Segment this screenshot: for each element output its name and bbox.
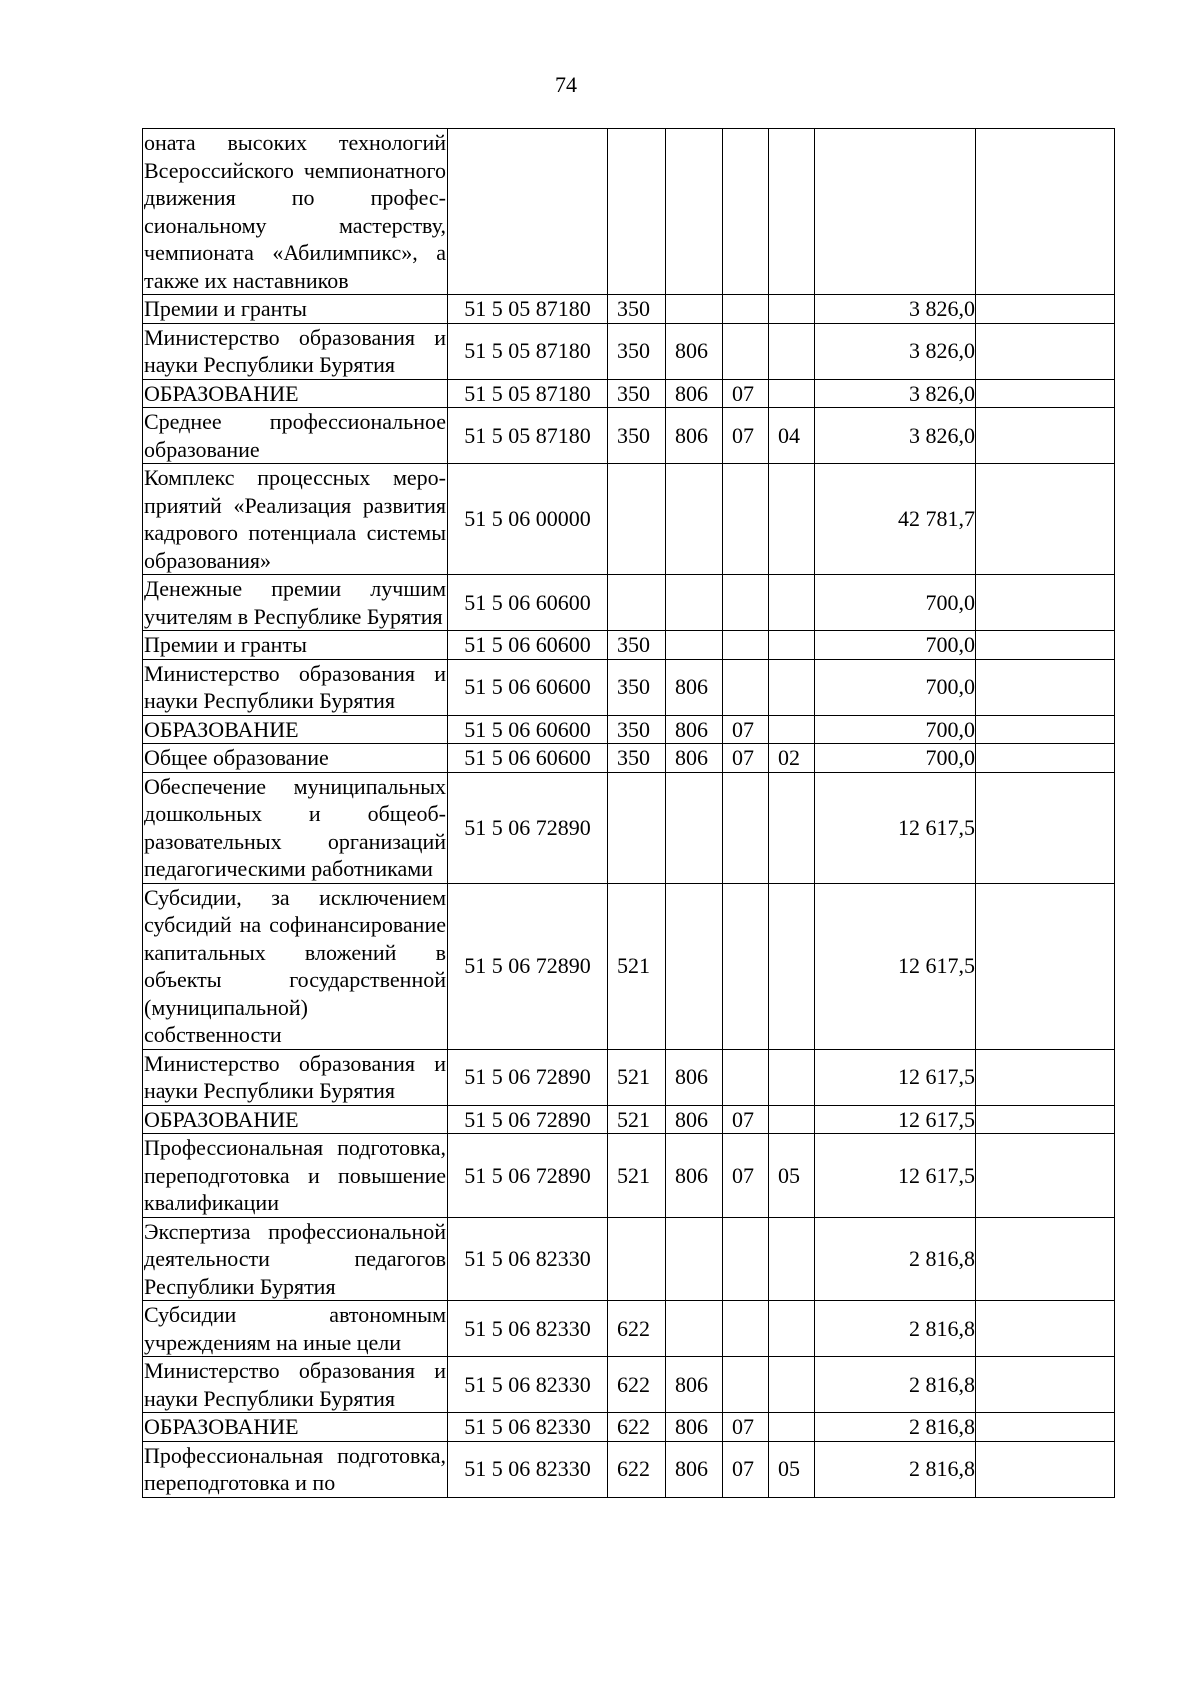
expense-type-cell: 521 xyxy=(608,1105,666,1134)
expense-type-cell: 622 xyxy=(608,1301,666,1357)
expense-type-cell: 350 xyxy=(608,408,666,464)
expense-type-cell xyxy=(608,772,666,883)
expense-type-cell: 521 xyxy=(608,1134,666,1218)
subsection-cell xyxy=(769,1217,815,1301)
row-name-cell: Денежные премии лучшим учителям в Республике Бурятия xyxy=(144,576,446,629)
expense-type-cell: 350 xyxy=(608,295,666,324)
section-cell xyxy=(723,1301,769,1357)
table-row xyxy=(143,1049,1115,1105)
table-row xyxy=(143,129,1115,295)
table-row xyxy=(143,464,1115,575)
section-cell xyxy=(723,295,769,324)
amount-cell: 42 781,7 xyxy=(815,464,976,575)
extra-cell xyxy=(976,295,1115,324)
amount-cell: 12 617,5 xyxy=(815,772,976,883)
target-article-cell: 51 5 06 60600 xyxy=(448,575,608,631)
ministry-code-cell: 806 xyxy=(666,1357,723,1413)
subsection-cell: 05 xyxy=(769,1134,815,1218)
table-row xyxy=(143,408,1115,464)
subsection-cell xyxy=(769,575,815,631)
subsection-cell xyxy=(769,1301,815,1357)
ministry-code-cell: 806 xyxy=(666,1105,723,1134)
row-name-cell: Премии и гранты xyxy=(143,295,448,324)
ministry-code-cell: 806 xyxy=(666,408,723,464)
section-cell: 07 xyxy=(723,1441,769,1497)
target-article-cell: 51 5 06 72890 xyxy=(448,1049,608,1105)
subsection-cell xyxy=(769,464,815,575)
table-row xyxy=(143,1134,1115,1218)
row-name-cell: Премии и гранты xyxy=(143,631,448,660)
section-cell xyxy=(723,129,769,295)
amount-cell: 12 617,5 xyxy=(815,883,976,1049)
amount-cell: 700,0 xyxy=(815,715,976,744)
table-row xyxy=(143,772,1115,883)
row-name-cell: Министерство образования и науки Республики Бурятия xyxy=(144,324,446,377)
target-article-cell: 51 5 06 60600 xyxy=(448,631,608,660)
row-name-cell: Общее образование xyxy=(143,744,448,773)
row-name-cell: Министерство образования и науки Республики Бурятия xyxy=(144,1358,446,1411)
row-name-cell: Министерство образования и науки Республики Бурятия xyxy=(144,1050,446,1103)
section-cell xyxy=(723,659,769,715)
target-article-cell: 51 5 06 72890 xyxy=(448,772,608,883)
section-cell xyxy=(723,772,769,883)
page-number: 74 xyxy=(555,72,577,97)
table-row xyxy=(143,883,1115,1049)
ministry-code-cell: 806 xyxy=(666,1441,723,1497)
target-article-cell xyxy=(448,129,608,295)
extra-cell xyxy=(976,1105,1115,1134)
ministry-code-cell: 806 xyxy=(666,744,723,773)
subsection-cell xyxy=(769,1357,815,1413)
row-name-cell: Субсидии, за исключением субсидий на софинансирование капитальных вложений в объекты государственной (муниципальной) собственности xyxy=(144,884,446,1047)
section-cell: 07 xyxy=(723,379,769,408)
table-row xyxy=(143,631,1115,660)
section-cell: 07 xyxy=(723,1134,769,1218)
table-row xyxy=(143,715,1115,744)
extra-cell xyxy=(976,323,1115,379)
amount-cell: 12 617,5 xyxy=(815,1105,976,1134)
subsection-cell xyxy=(769,659,815,715)
section-cell xyxy=(723,575,769,631)
table-row xyxy=(143,323,1115,379)
amount-cell: 700,0 xyxy=(815,659,976,715)
amount-cell: 12 617,5 xyxy=(815,1049,976,1105)
subsection-cell xyxy=(769,883,815,1049)
extra-cell xyxy=(976,744,1115,773)
target-article-cell: 51 5 06 00000 xyxy=(448,464,608,575)
table-row xyxy=(143,1105,1115,1134)
table-row xyxy=(143,1357,1115,1413)
section-cell xyxy=(723,1049,769,1105)
extra-cell xyxy=(976,715,1115,744)
expense-type-cell: 350 xyxy=(608,323,666,379)
table-row xyxy=(143,295,1115,324)
subsection-cell xyxy=(769,772,815,883)
target-article-cell: 51 5 06 72890 xyxy=(448,1105,608,1134)
amount-cell: 3 826,0 xyxy=(815,408,976,464)
section-cell: 07 xyxy=(723,1105,769,1134)
section-cell xyxy=(723,631,769,660)
ministry-code-cell: 806 xyxy=(666,1049,723,1105)
subsection-cell xyxy=(769,379,815,408)
target-article-cell: 51 5 06 60600 xyxy=(448,744,608,773)
amount-cell: 2 816,8 xyxy=(815,1301,976,1357)
extra-cell xyxy=(976,575,1115,631)
section-cell xyxy=(723,1217,769,1301)
extra-cell xyxy=(976,1301,1115,1357)
row-name-cell: ОБРАЗОВАНИЕ xyxy=(143,1413,448,1442)
amount-cell: 700,0 xyxy=(815,575,976,631)
ministry-code-cell xyxy=(666,575,723,631)
ministry-code-cell xyxy=(666,1217,723,1301)
target-article-cell: 51 5 06 60600 xyxy=(448,715,608,744)
amount-cell: 3 826,0 xyxy=(815,295,976,324)
amount-cell: 2 816,8 xyxy=(815,1217,976,1301)
subsection-cell xyxy=(769,323,815,379)
section-cell: 07 xyxy=(723,715,769,744)
subsection-cell: 05 xyxy=(769,1441,815,1497)
table-row xyxy=(143,744,1115,773)
extra-cell xyxy=(976,631,1115,660)
budget-table xyxy=(142,128,1115,1498)
amount-cell: 3 826,0 xyxy=(815,379,976,408)
expense-type-cell: 350 xyxy=(608,631,666,660)
row-name-cell: Обеспечение муниципальных дошкольных и общеобразовательных организаций педагогическими работниками xyxy=(144,773,446,881)
ministry-code-cell: 806 xyxy=(666,1134,723,1218)
section-cell: 07 xyxy=(723,744,769,773)
extra-cell xyxy=(976,1357,1115,1413)
subsection-cell: 02 xyxy=(769,744,815,773)
extra-cell xyxy=(976,408,1115,464)
extra-cell xyxy=(976,129,1115,295)
section-cell xyxy=(723,323,769,379)
target-article-cell: 51 5 06 82330 xyxy=(448,1217,608,1301)
target-article-cell: 51 5 06 72890 xyxy=(448,883,608,1049)
extra-cell xyxy=(976,1049,1115,1105)
target-article-cell: 51 5 06 82330 xyxy=(448,1413,608,1442)
table-row xyxy=(143,575,1115,631)
section-cell: 07 xyxy=(723,408,769,464)
target-article-cell: 51 5 06 82330 xyxy=(448,1441,608,1497)
extra-cell xyxy=(976,1441,1115,1497)
expense-type-cell xyxy=(608,575,666,631)
row-name-cell: оната высоких технологий Всероссийского чемпионатного движения по профессиональному мастерству, чемпионата «Абилимпикс», а также их наставников xyxy=(144,130,446,293)
table-row xyxy=(143,1413,1115,1442)
ministry-code-cell xyxy=(666,129,723,295)
amount-cell: 12 617,5 xyxy=(815,1134,976,1218)
extra-cell xyxy=(976,1217,1115,1301)
extra-cell xyxy=(976,659,1115,715)
target-article-cell: 51 5 05 87180 xyxy=(448,295,608,324)
table-row xyxy=(143,379,1115,408)
row-name-cell: Комплекс процессных мероприятий «Реализация развития кадрового потенциала системы образования» xyxy=(144,465,446,573)
section-cell: 07 xyxy=(723,1413,769,1442)
expense-type-cell: 350 xyxy=(608,659,666,715)
ministry-code-cell xyxy=(666,631,723,660)
expense-type-cell: 622 xyxy=(608,1357,666,1413)
subsection-cell xyxy=(769,295,815,324)
row-name-cell: Экспертиза профессиональной деятельности педагогов Республики Бурятия xyxy=(144,1218,446,1299)
ministry-code-cell xyxy=(666,1301,723,1357)
subsection-cell xyxy=(769,129,815,295)
row-name-cell: ОБРАЗОВАНИЕ xyxy=(143,379,448,408)
extra-cell xyxy=(976,1413,1115,1442)
table-row xyxy=(143,1301,1115,1357)
ministry-code-cell xyxy=(666,464,723,575)
section-cell xyxy=(723,1357,769,1413)
ministry-code-cell: 806 xyxy=(666,323,723,379)
amount-cell xyxy=(815,129,976,295)
amount-cell: 2 816,8 xyxy=(815,1357,976,1413)
amount-cell: 700,0 xyxy=(815,744,976,773)
extra-cell xyxy=(976,464,1115,575)
table-row xyxy=(143,1217,1115,1301)
row-name-cell: ОБРАЗОВАНИЕ xyxy=(143,1105,448,1134)
expense-type-cell: 350 xyxy=(608,715,666,744)
target-article-cell: 51 5 05 87180 xyxy=(448,323,608,379)
ministry-code-cell: 806 xyxy=(666,715,723,744)
subsection-cell xyxy=(769,1413,815,1442)
expense-type-cell: 622 xyxy=(608,1413,666,1442)
section-cell xyxy=(723,883,769,1049)
ministry-code-cell: 806 xyxy=(666,659,723,715)
amount-cell: 2 816,8 xyxy=(815,1413,976,1442)
ministry-code-cell xyxy=(666,883,723,1049)
target-article-cell: 51 5 06 82330 xyxy=(448,1301,608,1357)
ministry-code-cell: 806 xyxy=(666,1413,723,1442)
ministry-code-cell xyxy=(666,295,723,324)
target-article-cell: 51 5 05 87180 xyxy=(448,408,608,464)
row-name-cell: ОБРАЗОВАНИЕ xyxy=(143,715,448,744)
subsection-cell xyxy=(769,1105,815,1134)
target-article-cell: 51 5 06 60600 xyxy=(448,659,608,715)
subsection-cell xyxy=(769,631,815,660)
amount-cell: 700,0 xyxy=(815,631,976,660)
row-name-cell: Профессиональная подготовка, переподготовка и повышение квалификации xyxy=(144,1135,446,1215)
expense-type-cell: 350 xyxy=(608,744,666,773)
extra-cell xyxy=(976,883,1115,1049)
extra-cell xyxy=(976,1134,1115,1218)
expense-type-cell xyxy=(608,464,666,575)
table-row xyxy=(143,659,1115,715)
target-article-cell: 51 5 05 87180 xyxy=(448,379,608,408)
subsection-cell xyxy=(769,1049,815,1105)
table-body xyxy=(143,129,1115,1498)
expense-type-cell: 622 xyxy=(608,1441,666,1497)
amount-cell: 3 826,0 xyxy=(815,323,976,379)
row-name-cell: Профессиональная подготовка, переподготовка и по xyxy=(144,1442,446,1495)
ministry-code-cell: 806 xyxy=(666,379,723,408)
row-name-cell: Среднее профессиональное образование xyxy=(144,409,446,462)
extra-cell xyxy=(976,772,1115,883)
amount-cell: 2 816,8 xyxy=(815,1441,976,1497)
expense-type-cell xyxy=(608,129,666,295)
row-name-cell: Субсидии автономным учреждениям на иные цели xyxy=(144,1302,446,1355)
expense-type-cell: 350 xyxy=(608,379,666,408)
expense-type-cell: 521 xyxy=(608,1049,666,1105)
section-cell xyxy=(723,464,769,575)
expense-type-cell: 521 xyxy=(608,883,666,1049)
ministry-code-cell xyxy=(666,772,723,883)
target-article-cell: 51 5 06 72890 xyxy=(448,1134,608,1218)
row-name-cell: Министерство образования и науки Республики Бурятия xyxy=(144,660,446,713)
target-article-cell: 51 5 06 82330 xyxy=(448,1357,608,1413)
table-row xyxy=(143,1441,1115,1497)
extra-cell xyxy=(976,379,1115,408)
subsection-cell xyxy=(769,715,815,744)
subsection-cell: 04 xyxy=(769,408,815,464)
expense-type-cell xyxy=(608,1217,666,1301)
